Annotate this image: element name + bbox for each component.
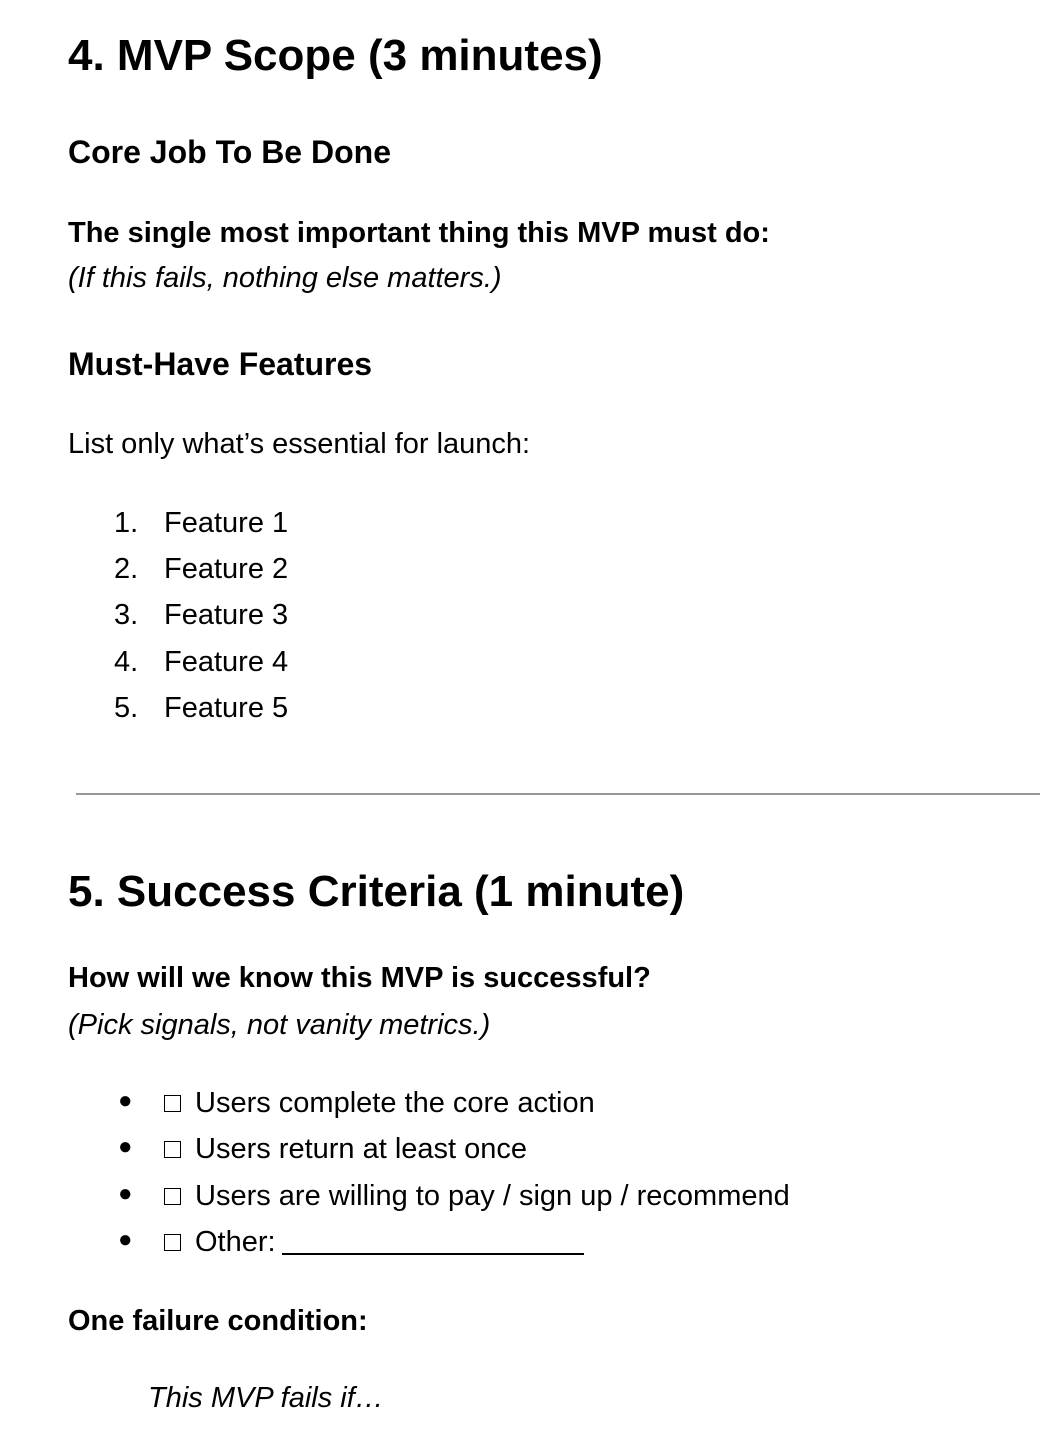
list-number: 4. xyxy=(114,646,139,678)
success-option xyxy=(68,1228,968,1262)
list-number: 5. xyxy=(114,692,139,724)
feature-label: Feature 5 xyxy=(164,692,289,724)
checkbox-icon[interactable] xyxy=(164,1234,181,1251)
option-label: Users return at least once xyxy=(195,1133,528,1165)
section-heading-success-criteria: 5. Success Criteria (1 minute) xyxy=(68,867,685,916)
section-heading-mvp-scope: 4. MVP Scope (3 minutes) xyxy=(68,31,603,80)
option-label: Users complete the core action xyxy=(195,1087,595,1119)
checkbox-icon[interactable] xyxy=(164,1141,181,1158)
core-job-note: (If this fails, nothing else matters.) xyxy=(68,262,502,294)
bullet-icon: ● xyxy=(118,1133,133,1160)
core-job-prompt: The single most important thing this MVP must do: xyxy=(68,217,770,249)
feature-item xyxy=(68,694,968,728)
success-option xyxy=(68,1089,968,1123)
feature-item xyxy=(68,509,968,543)
subheading-must-have-features: Must-Have Features xyxy=(68,346,373,382)
success-note: (Pick signals, not vanity metrics.) xyxy=(68,1009,491,1041)
list-number: 3. xyxy=(114,599,139,631)
feature-item xyxy=(68,648,968,682)
failure-condition-heading: One failure condition: xyxy=(68,1305,368,1337)
bullet-icon: ● xyxy=(118,1180,133,1207)
bullet-icon: ● xyxy=(118,1226,133,1253)
bullet-icon: ● xyxy=(118,1087,133,1114)
subheading-core-job: Core Job To Be Done xyxy=(68,134,391,170)
feature-item xyxy=(68,555,968,589)
other-blank-line[interactable] xyxy=(282,1229,584,1255)
success-option xyxy=(68,1182,968,1216)
option-label: Other: xyxy=(195,1226,276,1258)
failure-condition-prompt: This MVP fails if… xyxy=(148,1382,384,1414)
feature-label: Feature 4 xyxy=(164,646,289,678)
feature-label: Feature 3 xyxy=(164,599,289,631)
option-label: Users are willing to pay / sign up / recommend xyxy=(195,1180,790,1212)
success-option xyxy=(68,1135,968,1169)
list-number: 2. xyxy=(114,553,139,585)
section-divider xyxy=(76,793,1040,795)
feature-label: Feature 2 xyxy=(164,553,289,585)
features-intro: List only what’s essential for launch: xyxy=(68,428,531,460)
checkbox-icon[interactable] xyxy=(164,1188,181,1205)
checkbox-icon[interactable] xyxy=(164,1095,181,1112)
success-question: How will we know this MVP is successful? xyxy=(68,962,651,994)
feature-item xyxy=(68,601,968,635)
list-number: 1. xyxy=(114,507,139,539)
feature-label: Feature 1 xyxy=(164,507,289,539)
